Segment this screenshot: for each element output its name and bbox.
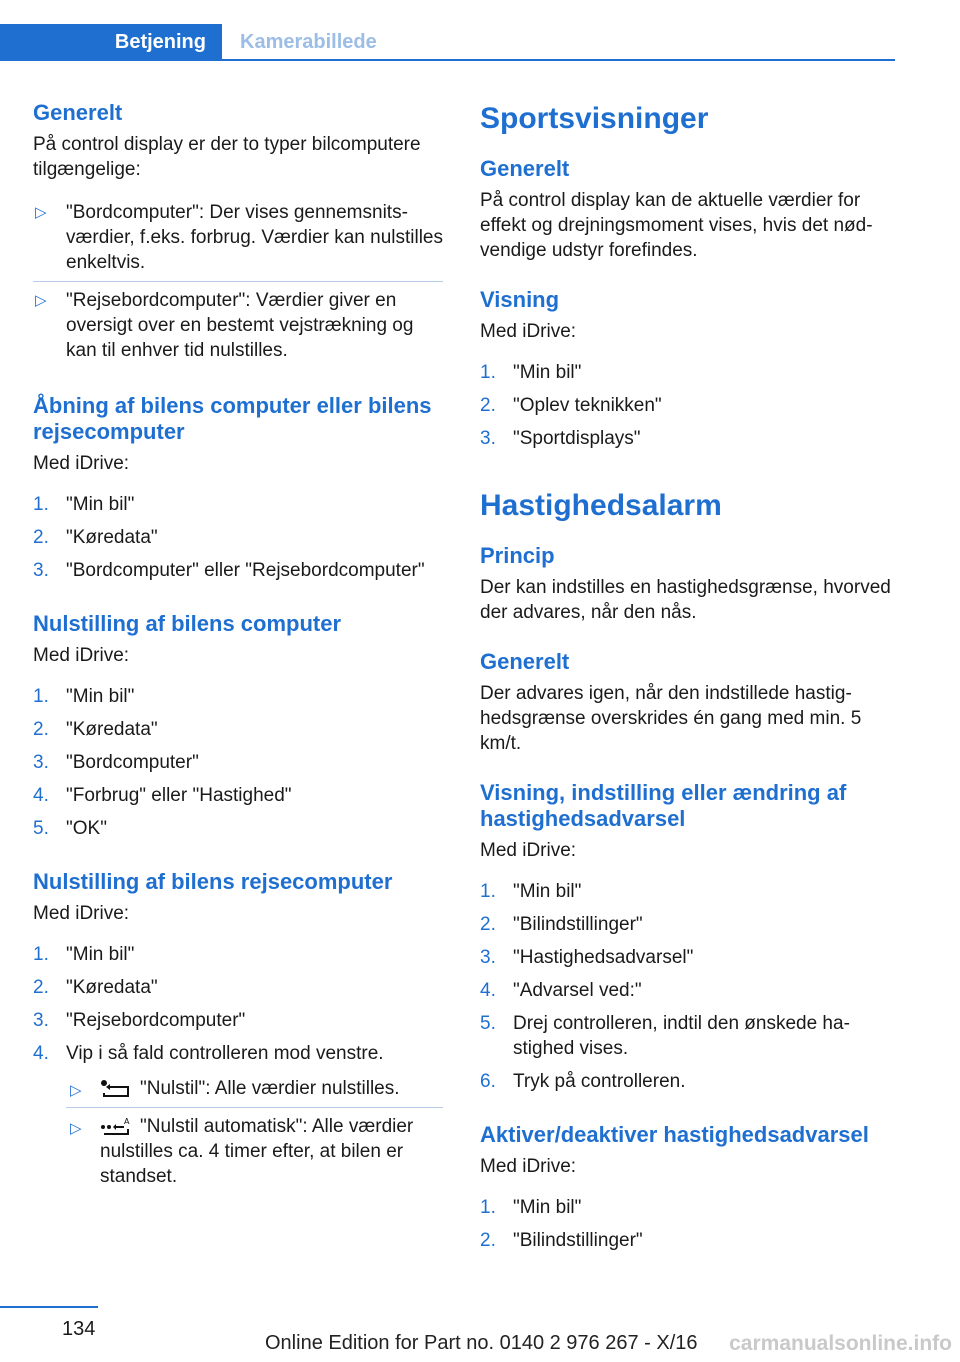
chapter-title-hastighedsalarm: Hastighedsalarm <box>480 489 722 522</box>
section-princip <box>480 543 900 625</box>
triangle-bullet-icon: ▷ <box>70 1120 82 1137</box>
section-nulstilling-rejsecomputer <box>33 869 443 1199</box>
list-item: ▷ "Rejsebordcomputer": Værdier giver en oversigt over en bestemt vejstrækning og kan til enhver tid nulstilles. <box>33 281 443 369</box>
list-item: 2. "Køredata" <box>33 977 158 998</box>
section-text: Med iDrive: <box>33 903 130 924</box>
list-item: 3. "Sportdisplays" <box>480 428 641 449</box>
triangle-bullet-icon: ▷ <box>70 1082 82 1099</box>
list-item: 2. "Køredata" <box>33 527 158 548</box>
section-title: Åbning af bilens computer eller bilens rejsecomputer <box>33 393 432 444</box>
list-item: 3. "Bordcomputer" eller "Rejsebordcomputer" <box>33 560 425 581</box>
left-column <box>33 100 443 1223</box>
section-text: Der advares igen, når den indstillede hastighedsgrænse overskrides én gang med min. 5 km/t. <box>480 683 862 754</box>
section-title: Princip <box>480 543 555 568</box>
section-generelt-bilcomputer <box>33 100 443 369</box>
list-item: 2. "Køredata" <box>33 719 158 740</box>
list-item: 4. "Forbrug" eller "Hastighed" <box>33 785 292 806</box>
list-item: ▷ A "Nulstil automatisk": Alle værdier nulstilles ca. 4 timer efter, at bilen er standset. <box>66 1107 443 1195</box>
list-item: 1. "Min bil" <box>33 686 135 707</box>
section-aabning <box>33 393 443 587</box>
section-title: Nulstilling af bilens computer <box>33 611 342 636</box>
sub-bullet-list <box>66 1070 443 1195</box>
auto-reset-icon <box>100 1117 132 1137</box>
list-item: ▷ "Nulstil": Alle værdier nulstilles. <box>66 1070 443 1107</box>
tab-kamerabillede[interactable]: Kamerabillede <box>240 31 377 53</box>
list-item: 6. Tryk på controlleren. <box>480 1071 686 1092</box>
list-item: 1. "Min bil" <box>33 944 135 965</box>
reset-icon <box>100 1079 132 1099</box>
list-item: 2. "Bilindstillinger" <box>480 1230 643 1251</box>
section-text: Med iDrive: <box>33 453 130 474</box>
section-text: Med iDrive: <box>33 645 130 666</box>
section-title: Visning <box>480 287 560 312</box>
section-text: Med iDrive: <box>480 1156 577 1177</box>
page-number-rule <box>0 1306 98 1308</box>
section-aktiver-deaktiver <box>480 1122 900 1257</box>
numbered-list <box>480 1191 900 1257</box>
section-generelt-sport <box>480 156 900 263</box>
edition-footer: Online Edition for Part no. 0140 2 976 267 - X/16 <box>265 1332 698 1354</box>
section-title: Generelt <box>33 100 123 125</box>
header-rule <box>222 59 895 61</box>
section-nulstilling-computer <box>33 611 443 845</box>
svg-text:A: A <box>124 1116 130 1126</box>
section-title: Generelt <box>480 156 570 181</box>
list-item: ▷ "Bordcomputer": Der vises gennemsnitsværdier, f.eks. forbrug. Værdier kan nulstilles enkeltvis. <box>35 202 443 273</box>
triangle-bullet-icon: ▷ <box>35 292 47 309</box>
list-item: 4. Vip i så fald controlleren mod venstre. ▷ "Nulstil": Alle værdier nulstilles. ▷ A "Nulstil automatisk": Alle værdier nulstilles ca. 4 timer efter, at bilen er standset. <box>33 1037 443 1199</box>
tab-betjening[interactable]: Betjening <box>0 24 222 61</box>
numbered-list <box>33 680 443 845</box>
header-tabbar <box>0 24 895 61</box>
list-item: 1. "Min bil" <box>33 494 135 515</box>
list-item: 5. Drej controlleren, indtil den ønskede hastighed vises. <box>480 1013 850 1059</box>
numbered-list <box>33 488 443 587</box>
chapter-title-sportsvisninger: Sportsvisninger <box>480 102 709 135</box>
section-title: Generelt <box>480 649 570 674</box>
section-title: Visning, indstilling eller ændring af hastighedsadvarsel <box>480 780 847 831</box>
numbered-list <box>33 938 443 1199</box>
numbered-list <box>480 356 900 455</box>
list-item: 2. "Bilindstillinger" <box>480 914 643 935</box>
right-column <box>480 100 900 1281</box>
list-item: 1. "Min bil" <box>480 362 582 383</box>
page-number: 134 <box>62 1318 96 1340</box>
numbered-list <box>480 875 900 1098</box>
section-title: Nulstilling af bilens rejsecomputer <box>33 869 393 894</box>
section-generelt-hastighed <box>480 649 900 756</box>
list-item: 3. "Rejsebordcomputer" <box>33 1010 246 1031</box>
section-text: På control display kan de aktuelle værdier for effekt og drejningsmoment vises, hvis det nødvendige udstyr forefindes. <box>480 190 873 261</box>
section-visning-indstilling <box>480 780 900 1098</box>
list-item: 4. "Advarsel ved:" <box>480 980 642 1001</box>
section-visning <box>480 287 900 455</box>
bullet-list <box>33 194 443 369</box>
list-item: 1. "Min bil" <box>480 1197 582 1218</box>
list-item: 5. "OK" <box>33 818 107 839</box>
watermark: carmanualsonline.info <box>729 1332 952 1355</box>
list-item: 2. "Oplev teknikken" <box>480 395 662 416</box>
section-text: Der kan indstilles en hastighedsgrænse, hvorved der advares, når den nås. <box>480 577 891 623</box>
section-text: Med iDrive: <box>480 321 577 342</box>
section-text: På control display er der to typer bilcomputere tilgængelige: <box>33 134 421 180</box>
triangle-bullet-icon: ▷ <box>35 204 47 221</box>
list-item: 3. "Bordcomputer" <box>33 752 199 773</box>
section-title: Aktiver/deaktiver hastighedsadvarsel <box>480 1122 869 1147</box>
section-text: Med iDrive: <box>480 840 577 861</box>
list-item: 3. "Hastighedsadvarsel" <box>480 947 694 968</box>
list-item: 1. "Min bil" <box>480 881 582 902</box>
